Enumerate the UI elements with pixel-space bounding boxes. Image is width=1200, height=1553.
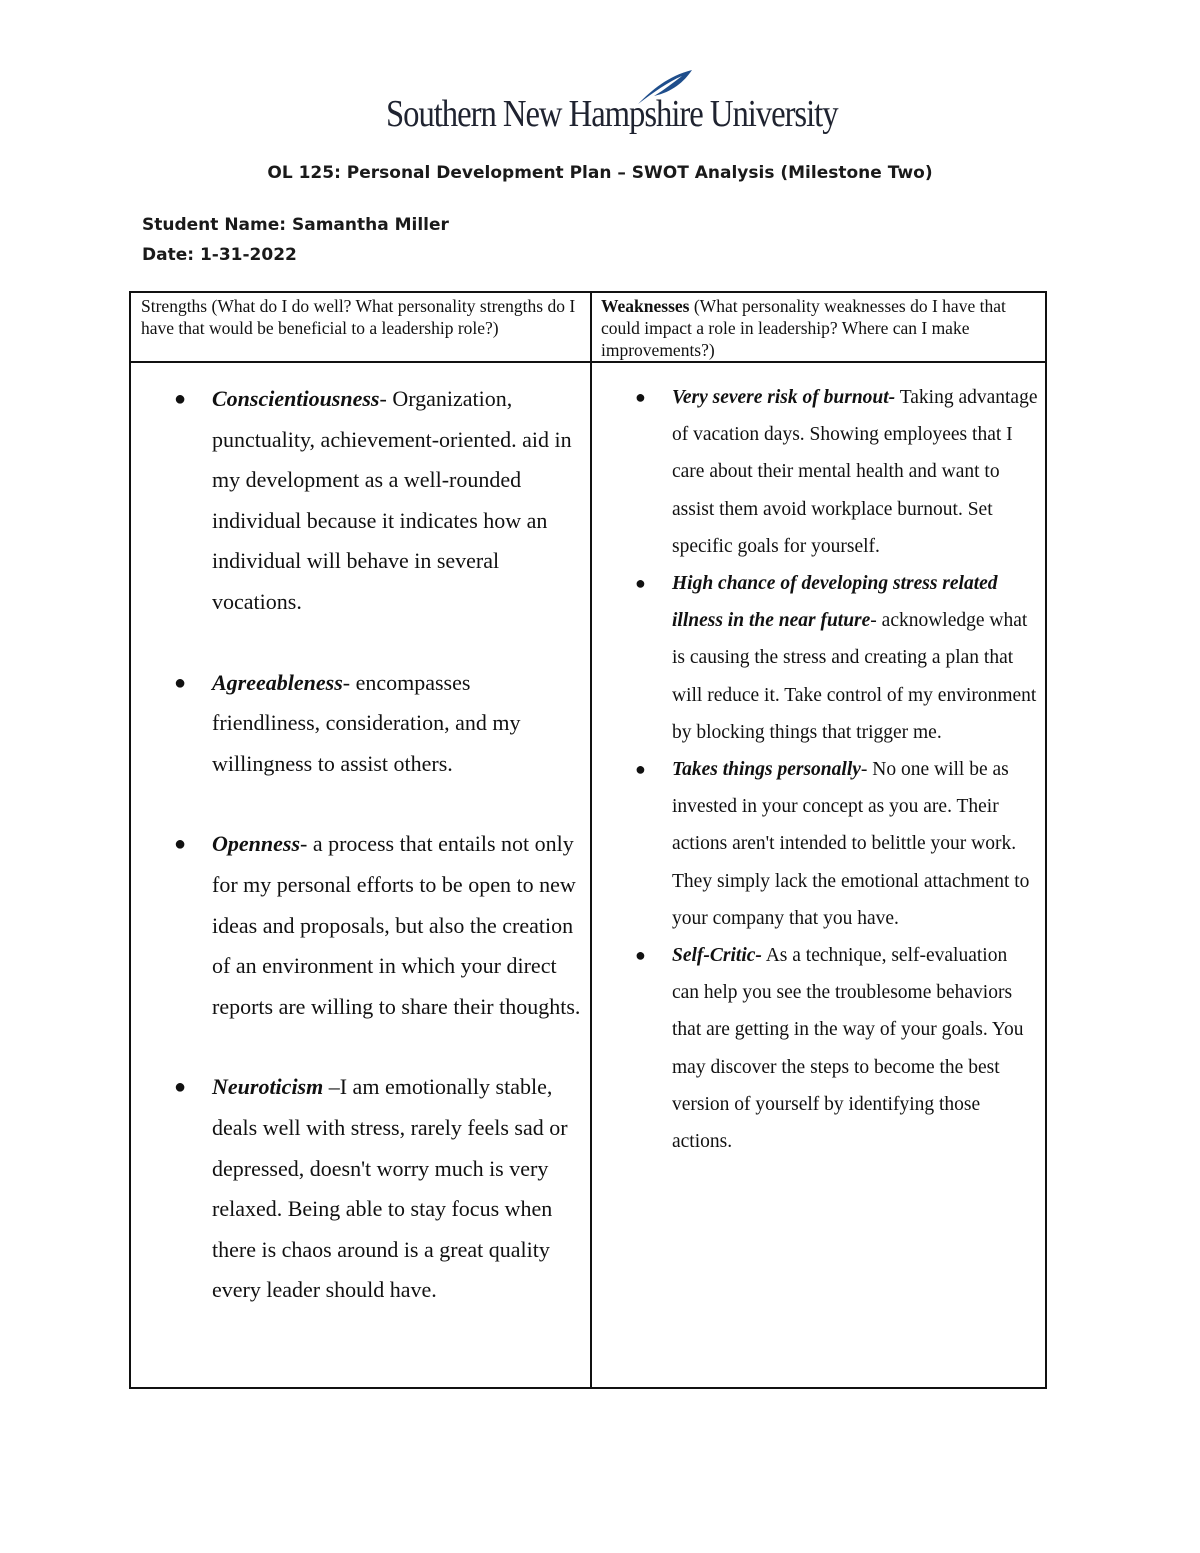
bullet-icon: ●: [174, 1076, 187, 1099]
weaknesses-header-prompt: (What personality weaknesses do I have that could impact a role in leadership? Where can I make improvements?): [601, 296, 1006, 360]
weakness-term: Very severe risk of burnout-: [672, 387, 896, 408]
strength-term: Neuroticism: [212, 1074, 324, 1100]
weakness-item: [592, 565, 1045, 751]
strength-item: [131, 379, 590, 623]
strength-item: [131, 1067, 590, 1311]
strength-term: Conscientiousness: [212, 386, 380, 411]
strength-text: - Organization, punctuality, achievement-oriented. aid in my development as a well-rounded individual because it indicates how an individual will behave in several vocations.: [212, 386, 572, 614]
strength-text: - encompasses friendliness, consideration, and my willingness to assist others.: [212, 669, 521, 776]
strength-item: [131, 824, 590, 1027]
weaknesses-header: [601, 295, 1041, 361]
weakness-text: As a technique, self-evaluation can help you see the troublesome behaviors that are getting in the way of your goals. You may discover the steps to become the best version of yourself by identifying those actions.: [672, 945, 1024, 1153]
strengths-header: [141, 295, 581, 339]
header-divider: [131, 361, 1045, 363]
bullet-icon: ●: [635, 387, 646, 407]
weakness-text: Taking advantage of vacation days. Showing employees that I care about their mental health and want to assist them avoid workplace burnout. Set specific goals for yourself.: [672, 387, 1038, 557]
strength-term: Openness: [212, 831, 301, 857]
bullet-icon: ●: [174, 671, 187, 694]
strengths-list: [131, 379, 590, 1311]
strength-text: –I am emotionally stable, deals well with stress, rarely feels sad or depressed, doesn't worry much is very relaxed. Being able to stay focus when there is chaos around is a great quality every leader should have.: [212, 1074, 568, 1303]
bullet-icon: ●: [174, 388, 187, 410]
weakness-item: [592, 937, 1045, 1160]
strengths-header-label: Strengths: [141, 296, 208, 316]
logo-wordmark: Southern New Hampshire University: [386, 93, 838, 135]
bullet-icon: ●: [635, 573, 646, 594]
page-title: OL 125: Personal Development Plan – SWOT Analysis (Milestone Two): [267, 163, 933, 183]
student-name: Student Name: Samantha Miller: [142, 215, 449, 235]
weakness-text: - acknowledge what is causing the stress and creating a plan that will reduce it. Take control of my environment by blocking things that trigger me.: [672, 610, 1037, 743]
weakness-term: Self-Critic-: [672, 945, 762, 967]
weakness-item: [592, 379, 1045, 565]
document-date: Date: 1-31-2022: [142, 245, 297, 265]
strength-item: [131, 663, 590, 785]
weaknesses-list: [592, 379, 1045, 1160]
strengths-cell: [131, 379, 590, 1351]
weaknesses-cell: [592, 379, 1045, 1160]
strength-text: - a process that entails not only for my personal efforts to be open to new ideas and proposals, but also the creation of an environment in which your direct reports are willing to share their thoughts.: [212, 831, 581, 1019]
bullet-icon: ●: [174, 833, 187, 856]
swot-table: [129, 291, 1047, 1389]
bullet-icon: ●: [635, 759, 646, 780]
weakness-text: - No one will be as invested in your concept as you are. Their actions aren't intended to belittle your work. They simply lack the emotional attachment to your company that you have.: [672, 759, 1030, 929]
bullet-icon: ●: [635, 945, 646, 966]
weakness-item: [592, 751, 1045, 937]
strength-term: Agreeableness: [212, 669, 343, 695]
weakness-term: Takes things personally: [672, 759, 861, 781]
strengths-header-prompt: (What do I do well? What personality strengths do I have that would be beneficial to a leadership role?): [141, 296, 576, 338]
weaknesses-header-label: Weaknesses: [601, 296, 690, 316]
weakness-term: High chance of developing stress related illness in the near future: [672, 573, 998, 632]
university-logo: [386, 68, 838, 140]
